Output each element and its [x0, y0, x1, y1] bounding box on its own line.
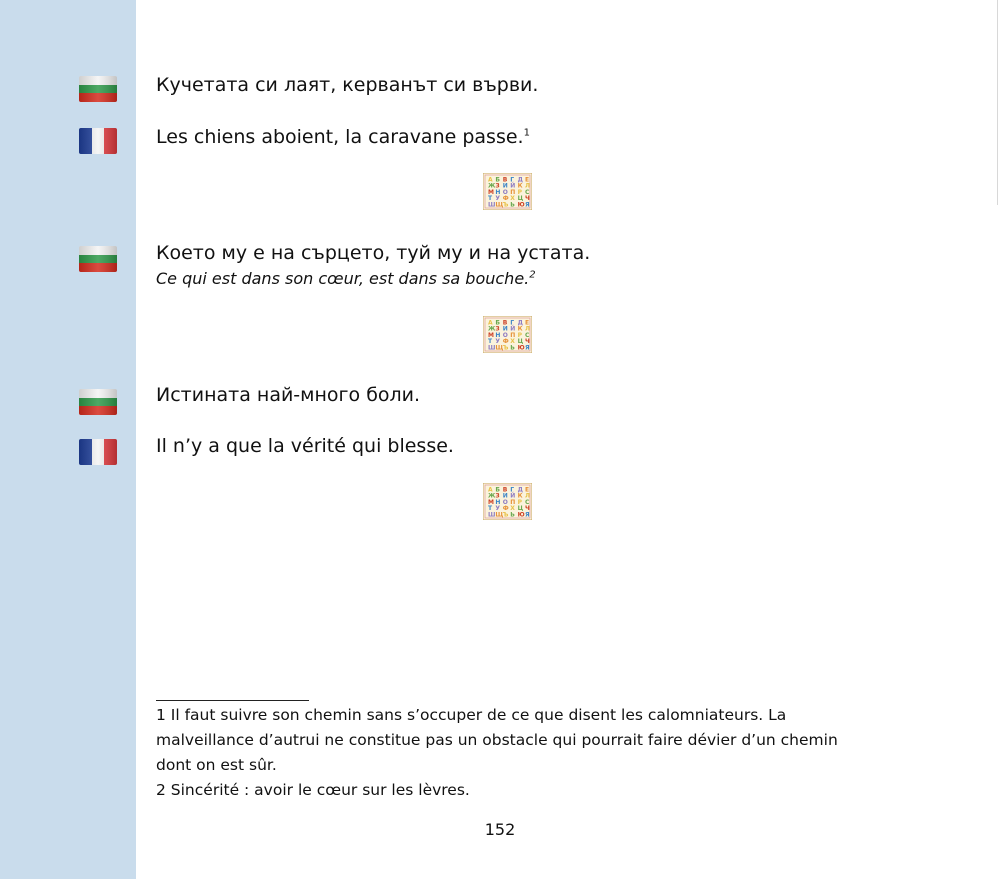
ornament-letter: Е — [525, 319, 530, 327]
ornament-letter: Х — [510, 338, 515, 346]
ornament-letter: Ж — [488, 325, 496, 333]
ornament-letter: Б — [495, 486, 500, 494]
ornament-letter: Л — [525, 325, 530, 333]
ornament-letter: Ю — [517, 511, 525, 519]
ornament-letter: Я — [525, 511, 530, 519]
right-edge-rule — [997, 0, 998, 205]
ornament-letter: М — [488, 498, 494, 506]
ornament-letter: Щ — [495, 201, 504, 209]
alphabet-ornament-icon — [483, 173, 532, 210]
ornament-letter: Т — [488, 338, 493, 346]
ornament-letter: К — [517, 492, 523, 500]
ornament-letter: Ц — [517, 505, 524, 513]
french-flag-icon — [79, 128, 117, 154]
ornament-letter: Ъ — [502, 344, 509, 352]
ornament-letter: О — [502, 331, 508, 339]
ornament-letter: Г — [510, 486, 515, 494]
footnote-1: 1 Il faut suivre son chemin sans s’occuper de ce que disent les calomniateurs. La malveillance d’autrui ne constitue pas un obstacle qui pourrait faire dévier d’un chemin dont on est sûr. — [156, 706, 838, 774]
footnote-separator — [156, 700, 309, 701]
ornament-letter: Ф — [502, 338, 509, 346]
ornament-letter: Ь — [510, 511, 515, 519]
ornament-letter: З — [495, 492, 500, 500]
ornament-letter: Р — [517, 188, 523, 196]
ornament-letter: Р — [517, 331, 523, 339]
ornament-letter: В — [502, 176, 508, 184]
ornament-letter: Ъ — [502, 201, 509, 209]
ornament-letter: Б — [495, 176, 500, 184]
ornament-letter: Х — [510, 505, 515, 513]
ornament-letter: Й — [510, 182, 516, 190]
ornament-letter: Ж — [488, 492, 496, 500]
footnote-ref-1[interactable]: 1 — [523, 127, 530, 139]
ornament-letter: Т — [488, 195, 493, 203]
alphabet-ornament-icon — [483, 316, 532, 353]
ornament-letter: Ю — [517, 344, 525, 352]
ornament-letter: Ц — [517, 195, 524, 203]
ornament-letter: Ш — [488, 201, 496, 209]
bulgarian-flag-icon — [79, 246, 117, 272]
ornament-letter: И — [502, 492, 508, 500]
ornament-letter: Ъ — [502, 511, 509, 519]
french-flag-icon — [79, 439, 117, 465]
ornament-letter: О — [502, 498, 508, 506]
ornament-letter: Л — [525, 492, 530, 500]
bulgarian-flag-icon — [79, 389, 117, 415]
proverb-bulgarian-2: Което му е на сърцето, туй му и на устата. — [156, 242, 591, 264]
proverb-french-3: Il n’y a que la vérité qui blesse. — [156, 435, 454, 457]
alphabet-ornament-icon — [483, 483, 532, 520]
ornament-letter: С — [525, 188, 530, 196]
proverb-french-2-italic: Ce qui est dans son cœur, est dans sa bouche.$^2$ — [156, 269, 536, 288]
ornament-letter: Г — [510, 176, 515, 184]
ornament-letter: А — [488, 176, 493, 184]
ornament-letter: Е — [525, 176, 530, 184]
ornament-letter: П — [510, 188, 516, 196]
ornament-letter: С — [525, 331, 530, 339]
ornament-letter: К — [517, 182, 523, 190]
ornament-letter: И — [502, 325, 508, 333]
bulgarian-flag-icon — [79, 76, 117, 102]
ornament-letter: Р — [517, 498, 523, 506]
ornament-letter: Г — [510, 319, 515, 327]
ornament-letter: Й — [510, 325, 516, 333]
ornament-letter: Ч — [525, 195, 530, 203]
ornament-letter: Ф — [502, 505, 509, 513]
ornament-letter: И — [502, 182, 508, 190]
proverb-french-1: Les chiens aboient, la caravane passe.$^1$ — [156, 126, 530, 148]
ornament-letter: В — [502, 486, 508, 494]
ornament-letter: Л — [525, 182, 530, 190]
ornament-letter: Т — [488, 505, 493, 513]
ornament-letter: Д — [517, 176, 523, 184]
ornament-letter: Щ — [495, 344, 504, 352]
ornament-letter: У — [495, 338, 501, 346]
ornament-letter: Ш — [488, 344, 496, 352]
footnote-ref-2[interactable]: 2 — [529, 269, 536, 281]
ornament-letter: Е — [525, 486, 530, 494]
proverb-bulgarian-3: Истината най-много боли. — [156, 384, 421, 406]
ornament-letter: П — [510, 331, 516, 339]
ornament-letter: П — [510, 498, 516, 506]
ornament-letter: Ш — [488, 511, 496, 519]
ornament-letter: Щ — [495, 511, 504, 519]
ornament-letter: З — [495, 182, 500, 190]
ornament-letter: Н — [495, 331, 501, 339]
ornament-letter: Н — [495, 498, 501, 506]
ornament-letter: Й — [510, 492, 516, 500]
page-number: 152 — [484, 820, 516, 839]
ornament-letter: Ю — [517, 201, 525, 209]
ornament-letter: Я — [525, 344, 530, 352]
ornament-letter: Х — [510, 195, 515, 203]
ornament-letter: М — [488, 331, 494, 339]
ornament-letter: Ж — [488, 182, 496, 190]
ornament-letter: А — [488, 319, 493, 327]
ornament-letter: Ь — [510, 201, 515, 209]
ornament-letter: Ь — [510, 344, 515, 352]
ornament-letter: У — [495, 505, 501, 513]
footnote-2: 2 Sincérité : avoir le cœur sur les lèvres. — [156, 781, 470, 799]
ornament-letter: М — [488, 188, 494, 196]
ornament-letter: Я — [525, 201, 530, 209]
ornament-letter: В — [502, 319, 508, 327]
ornament-letter: У — [495, 195, 501, 203]
ornament-letter: Ч — [525, 338, 530, 346]
ornament-letter: О — [502, 188, 508, 196]
ornament-letter: Ч — [525, 505, 530, 513]
ornament-letter: Д — [517, 319, 523, 327]
ornament-letter: Д — [517, 486, 523, 494]
ornament-letter: Б — [495, 319, 500, 327]
proverb-bulgarian-1: Кучетата си лаят, керванът си върви. — [156, 74, 539, 96]
ornament-letter: С — [525, 498, 530, 506]
ornament-letter: К — [517, 325, 523, 333]
ornament-letter: А — [488, 486, 493, 494]
ornament-letter: Н — [495, 188, 501, 196]
ornament-letter: Ф — [502, 195, 509, 203]
ornament-letter: Ц — [517, 338, 524, 346]
ornament-letter: З — [495, 325, 500, 333]
